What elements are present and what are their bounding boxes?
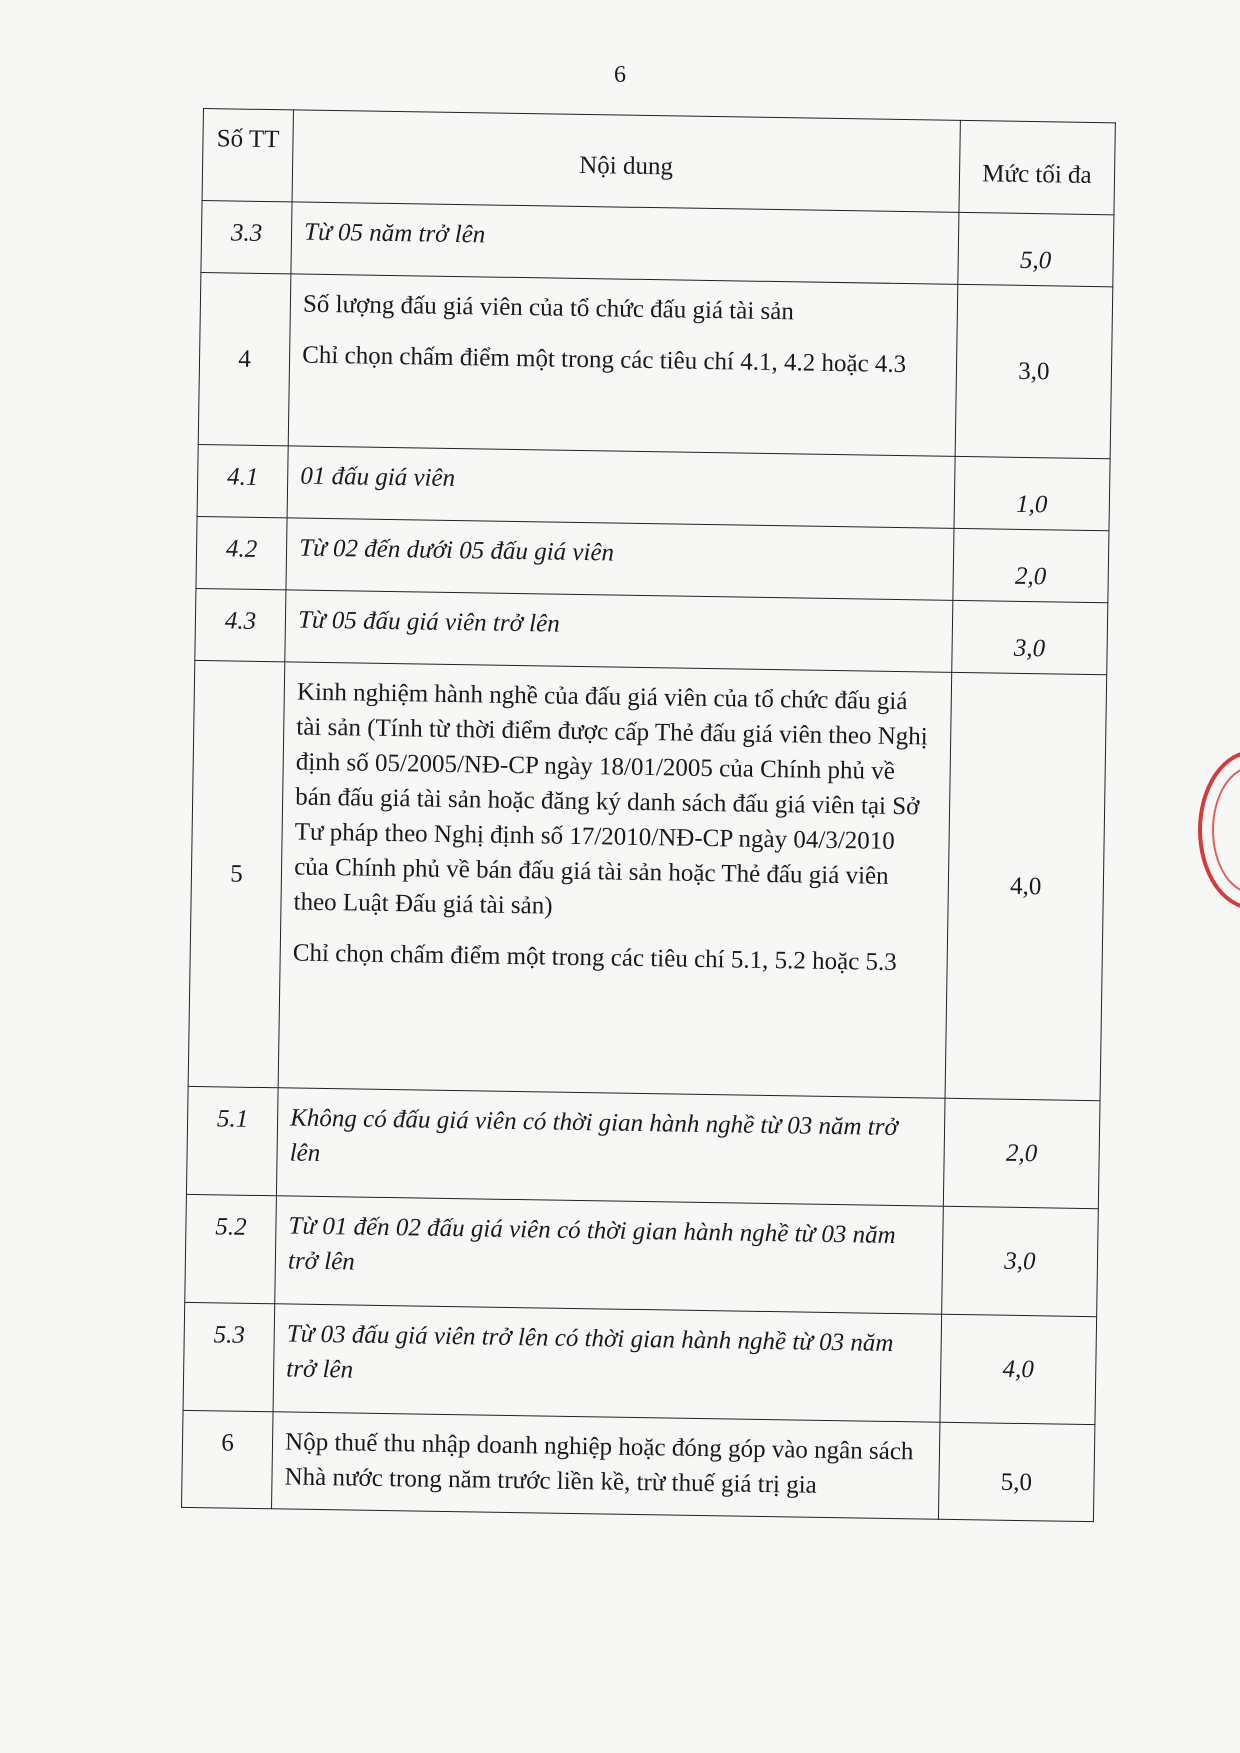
red-seal-inner-ring [1212, 766, 1240, 894]
row-stt: 5.3 [183, 1302, 275, 1411]
row-stt: 5.1 [186, 1086, 278, 1195]
table-row [186, 1086, 1100, 1208]
row-stt: 4.3 [195, 588, 286, 661]
header-content: Nội dung [292, 110, 960, 212]
table-row [182, 1410, 1095, 1521]
row-max: 5,0 [938, 1422, 1095, 1521]
row-content [286, 518, 954, 600]
row-stt: 4 [198, 272, 291, 445]
row-stt: 6 [182, 1410, 274, 1508]
header-stt: Số TT [202, 109, 294, 202]
red-seal-stamp [1198, 750, 1240, 910]
row-max: 3,0 [952, 600, 1108, 674]
row-content-text: Từ 03 đấu giá viên trở lên có thời gian hành nghề từ 03 năm trở lên [286, 1320, 894, 1384]
table-row [185, 1194, 1099, 1316]
header-max: Mức tối đa [959, 120, 1116, 214]
row-content [273, 1304, 941, 1422]
row-content [272, 1412, 940, 1519]
row-max: 3,0 [955, 284, 1113, 458]
row-content-text: Từ 01 đến 02 đấu giá viên có thời gian hành nghề từ 03 năm trở lên [287, 1212, 896, 1276]
table-row [198, 272, 1113, 458]
table-row [188, 660, 1107, 1100]
row-content-text: Nộp thuế thu nhập doanh nghiệp hoặc đóng góp vào ngân sách Nhà nước trong năm trước liền kề, trừ thuế giá trị gia [284, 1428, 914, 1499]
row-content [288, 274, 957, 456]
row-max: 1,0 [954, 456, 1110, 530]
row-content-text: Từ 05 năm trở lên [303, 218, 486, 249]
page-number: 6 [614, 62, 626, 88]
table-header-row [202, 109, 1115, 215]
row-content [287, 446, 955, 528]
row-content-text: Không có đấu giá viên có thời gian hành nghề từ 03 năm trở lên [289, 1104, 899, 1167]
row-content [275, 1196, 943, 1314]
row-stt: 4.1 [197, 444, 288, 517]
row-content [285, 590, 953, 672]
row-stt: 5 [188, 660, 285, 1087]
row-content-note: Chỉ chọn chấm điểm một trong các tiêu chí 4.1, 4.2 hoặc 4.3 [302, 341, 907, 379]
row-content [278, 662, 951, 1098]
criteria-table [181, 108, 1116, 1522]
row-content-text: 01 đấu giá viên [300, 462, 456, 493]
row-content [277, 1088, 945, 1206]
row-max: 2,0 [943, 1098, 1100, 1208]
row-max: 4,0 [945, 672, 1107, 1100]
row-content-text: Từ 02 đến dưới 05 đấu giá viên [298, 534, 615, 567]
row-max: 5,0 [958, 212, 1114, 286]
row-max: 4,0 [940, 1314, 1097, 1424]
row-max: 3,0 [941, 1206, 1098, 1316]
row-content [291, 202, 959, 284]
row-stt: 5.2 [185, 1194, 277, 1303]
row-content-text: Số lượng đấu giá viên của tổ chức đấu giá tài sản [302, 290, 795, 326]
row-max: 2,0 [953, 528, 1109, 602]
table-row [183, 1302, 1097, 1424]
row-stt: 3.3 [201, 200, 292, 273]
row-content-note: Chỉ chọn chấm điểm một trong các tiêu chí 5.1, 5.2 hoặc 5.3 [292, 939, 898, 977]
row-content-text: Kinh nghiệm hành nghề của đấu giá viên của tổ chức đấu giá tài sản (Tính từ thời điểm được cấp Thẻ đấu giá viên theo Nghị định số 05/2005/NĐ-CP ngày 18/01/2005 của Chính phủ về bán đấu giá tài sản hoặc đăng ký danh sách đấu giá viên tại Sở Tư pháp theo Nghị định số 17/2010/NĐ-CP ngày 04/3/2010 của Chính phủ về bán đấu giá tài sản hoặc Thẻ đấu giá viên theo Luật Đấu giá tài sản) [293, 678, 928, 920]
row-stt: 4.2 [196, 516, 287, 589]
row-content-text: Từ 05 đấu giá viên trở lên [297, 606, 560, 638]
